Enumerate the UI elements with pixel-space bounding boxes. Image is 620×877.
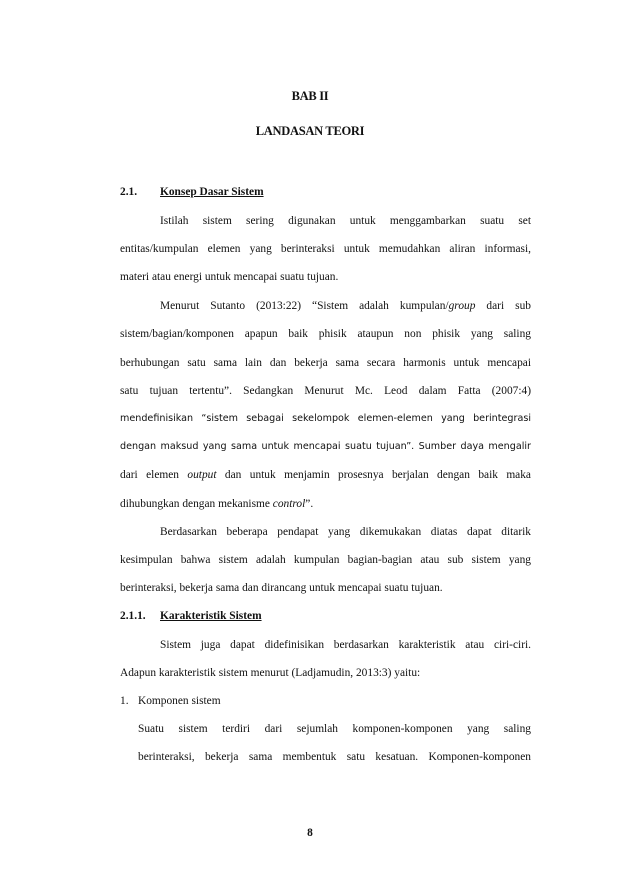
paragraph-line: berinteraksi, bekerja sama membentuk satu kesatuan. Komponen-komponen — [138, 751, 531, 763]
page-number: 8 — [307, 827, 313, 839]
text-run: dihubungkan dengan mekanisme — [120, 498, 273, 510]
text-run: dan untuk menjamin prosesnya berjalan dengan baik maka — [216, 469, 531, 481]
italic-term: group — [448, 300, 476, 312]
paragraph-line: Sistem juga dapat didefinisikan berdasarkan karakteristik atau ciri-ciri. — [160, 639, 531, 651]
italic-term: output — [187, 469, 217, 481]
paragraph-line: Istilah sistem sering digunakan untuk menggambarkan suatu set — [160, 215, 531, 227]
paragraph-line: sistem/bagian/komponen apapun baik phisik ataupun non phisik yang saling — [120, 328, 531, 340]
paragraph-line: kesimpulan bahwa sistem adalah kumpulan bagian-bagian atau sub sistem yang — [120, 554, 531, 566]
paragraph-line: mendefinisikan “sistem sebagai sekelompok elemen-elemen yang berintegrasi — [120, 413, 531, 424]
section-number: 2.1. — [120, 186, 138, 198]
list-item-number: 1. — [120, 695, 129, 707]
text-run: ”. — [305, 498, 314, 510]
chapter-title: LANDASAN TEORI — [255, 124, 365, 138]
paragraph-line — [120, 497, 531, 511]
paragraph-line: satu tujuan tertentu”. Sedangkan Menurut Mc. Leod dalam Fatta (2007:4) — [120, 385, 531, 397]
text-run: dari sub — [475, 300, 531, 312]
paragraph-line: Suatu sistem terdiri dari sejumlah komponen-komponen yang saling — [138, 723, 531, 735]
paragraph-line: materi atau energi untuk mencapai suatu tujuan. — [120, 271, 339, 283]
chapter-number: BAB II — [291, 89, 329, 103]
paragraph-line — [160, 299, 531, 313]
italic-term: control — [272, 498, 306, 510]
paragraph-line: entitas/kumpulan elemen yang berinteraksi untuk memudahkan aliran informasi, — [120, 243, 531, 255]
subsection-title: Karakteristik Sistem — [160, 610, 262, 622]
paragraph-line: berhubungan satu sama lain dan bekerja sama secara harmonis untuk mencapai — [120, 357, 531, 369]
paragraph-line: Berdasarkan beberapa pendapat yang dikemukakan diatas dapat ditarik — [160, 526, 531, 538]
paragraph-line: dengan maksud yang sama untuk mencapai suatu tujuan”. Sumber daya mengalir — [120, 441, 531, 452]
text-run: Menurut Sutanto (2013:22) “Sistem adalah kumpulan/ — [160, 300, 449, 312]
list-item-title: Komponen sistem — [138, 695, 221, 707]
subsection-number: 2.1.1. — [120, 610, 146, 622]
section-title: Konsep Dasar Sistem — [160, 186, 264, 198]
paragraph-line: berinteraksi, bekerja sama dan dirancang untuk mencapai suatu tujuan. — [120, 582, 443, 594]
paragraph-line — [120, 468, 531, 482]
paragraph-line: Adapun karakteristik sistem menurut (Ladjamudin, 2013:3) yaitu: — [120, 667, 421, 679]
text-run: dari elemen — [120, 469, 188, 481]
